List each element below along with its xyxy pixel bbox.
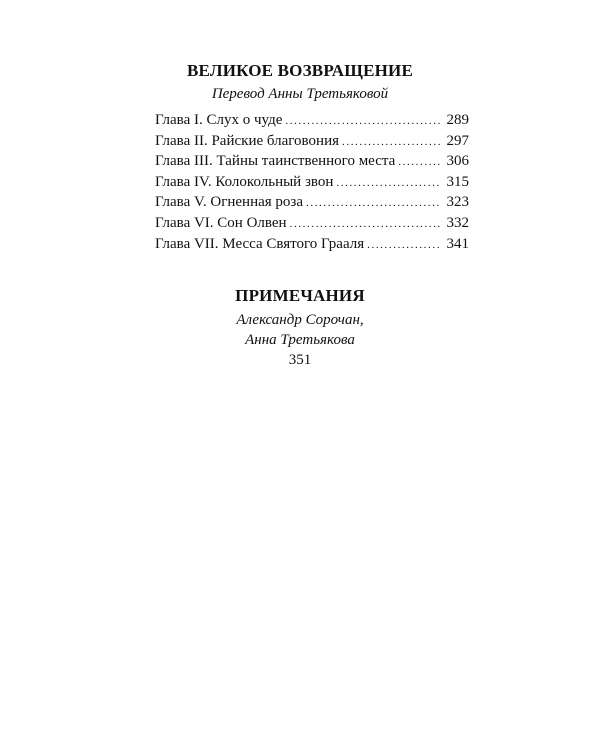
toc-entry-label: Глава VI. Сон Олвен [155, 214, 287, 231]
toc-entry-page: 315 [446, 173, 469, 190]
toc-entry-label: Глава VII. Месса Святого Грааля [155, 235, 365, 252]
toc-entry [155, 192, 469, 213]
toc-entry [155, 131, 469, 152]
toc-leader-dots [342, 132, 441, 153]
toc-entry-page: 306 [446, 153, 469, 170]
toc-entry [155, 213, 469, 234]
notes-title: ПРИМЕЧАНИЯ [235, 286, 365, 305]
toc-leader-dots [290, 214, 441, 235]
toc-entry-page: 297 [446, 132, 469, 149]
notes-page-number: 351 [288, 352, 312, 368]
toc-leader-dots [306, 193, 441, 214]
section-title: ВЕЛИКОЕ ВОЗВРАЩЕНИЕ [186, 61, 413, 80]
toc-entry [155, 151, 469, 172]
toc-leader-dots [398, 152, 441, 173]
table-of-contents [155, 110, 469, 254]
toc-entry-label: Глава I. Слух о чуде [155, 112, 283, 128]
notes-author: Александр Сорочан, [236, 312, 364, 328]
toc-leader-dots [285, 111, 441, 132]
translator-credit: Перевод Анны Третьяковой [211, 86, 389, 102]
toc-entry-label: Глава IV. Колокольный звон [155, 173, 334, 190]
toc-leader-dots [367, 235, 441, 256]
toc-entry [155, 172, 469, 193]
toc-entry-page: 341 [446, 235, 469, 252]
notes-author: Анна Третьякова [245, 332, 355, 348]
toc-entry-label: Глава II. Райские благовония [155, 132, 339, 149]
toc-entry [155, 234, 469, 255]
toc-entry-page: 289 [446, 112, 469, 128]
toc-entry-label: Глава III. Тайны таинственного места [155, 153, 396, 170]
toc-entry-page: 323 [446, 194, 469, 211]
toc-entry-label: Глава V. Огненная роза [155, 194, 303, 211]
toc-entry-page: 332 [446, 214, 469, 231]
toc-entry [155, 110, 469, 131]
toc-leader-dots [336, 173, 441, 194]
